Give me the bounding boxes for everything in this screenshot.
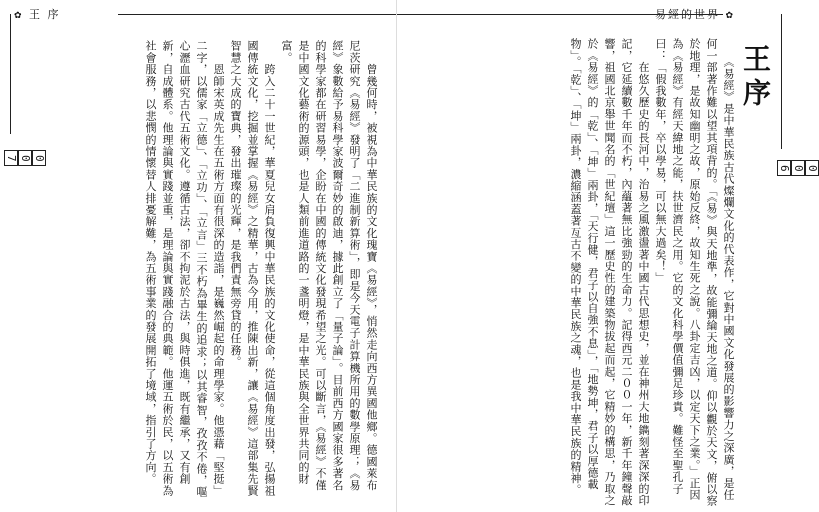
- chapter-title: 王序: [739, 44, 772, 112]
- page-number-digit: 0: [18, 150, 32, 166]
- right-page: [397, 0, 819, 512]
- running-header-title: 王 序: [29, 8, 61, 21]
- side-rule: [10, 14, 11, 134]
- page-number: [777, 160, 819, 177]
- header-rule: [397, 14, 723, 15]
- flower-ornament-icon: ✿: [14, 11, 24, 21]
- page-number-digit: 0: [32, 150, 46, 166]
- page-number-digit: 0: [805, 160, 819, 176]
- flower-ornament-icon: ✿: [725, 11, 736, 21]
- side-rule: [781, 14, 782, 149]
- left-page: [0, 0, 396, 512]
- body-text: 《易經》是中華民族古代燦爛文化的代表作，它對中國文化發展的影響力之深廣，是任何一部著作難以望其項背的。「《易》與天地準，故能彌綸天地之道。仰以觀於天文，俯以察於地理，是故知幽明之故，原始反終，故知生死之說。八卦定吉凶，以定天下之業。」正因為《易經》有經天緯地之能，扶世濟民之用。它的文化科學價值彌足珍貴。難怪至聖孔子曰：「假我數年，卒以學易，可以無大過矣！」 在悠久歷史的長河中，治易之風激盪著中國古代思想史，並在神州大地鐫刻著深深的印記，它延續數千年而不朽，內蘊著無比強勁的生命力。記得西元二００一年，新千年鐘聲敲響，祖國北京舉世聞名的「世紀壇」這一歷史性的建築物拔起而起，它精妙的構思，乃取之於《易經》的「乾」、「坤」兩卦，「天行健，君子以自強不息」，「地勢坤，君子以厚德載物」。「乾」、「坤」兩卦，濃縮涵蓋著亙古不變的中華民族之魂，也是我中華民族的精神。: [569, 38, 735, 507]
- header-rule: [118, 14, 396, 15]
- page-number-digit: 0: [791, 160, 805, 176]
- page-number-digit: 7: [4, 150, 18, 166]
- running-header-title: 易經的世界: [655, 8, 720, 21]
- page-number-digit: 6: [777, 160, 791, 176]
- body-text: 曾幾何時，被視為中華民族的文化瑰寶《易經》，悄然走向西方異國他鄉。德國萊布尼茨研究《易經》發明了「二進制新算術」，即是今天電子計算機所用的數學原理；《易經》象數給予易科學家波爾奇妙的啟迪，據此創立了「量子論」。目前西方國家很多著名的科學家都在研習易學，企盼在中國的傳統文化發現希望之光。可以斷言，《易經》不僅是中國文化藝術的源頭，也是人類前進道路的一盞明燈，是中華民族與全世界共同的財富。 跨入二十一世紀，華夏兒女肩負復興中華民族的文化使命，從這個角度出發，弘揚祖國傳統文化，挖掘並掌握《易經》之精華，古為今用，推陳出新，讓《易經》這部集先賢智慧之大成的寶典，發出璀璨的光輝，是我們責無旁貸的任務。 恩師宋英成先生在五術方面有很深的造詣，是巍然崛起的命理學家。他憑藉「堅挺」二字，以儒家「立德」、「立功」、「立言」三不朽為畢生的追求；以其睿智，孜孜不倦，嘔心瀝血研究古代五術文化。遵循古法，卻不拘泥於古法，與時俱進，既有繼承，又有創新，自成體系。他理論與實踐並重，是理論與實踐融合的典範。他運五術於民，以五術為社會服務，以悲憫的情懷替人排憂解難，為五術事業的發展開拓了境域，指引了方向。: [144, 40, 378, 498]
- left-page-header: [14, 6, 61, 22]
